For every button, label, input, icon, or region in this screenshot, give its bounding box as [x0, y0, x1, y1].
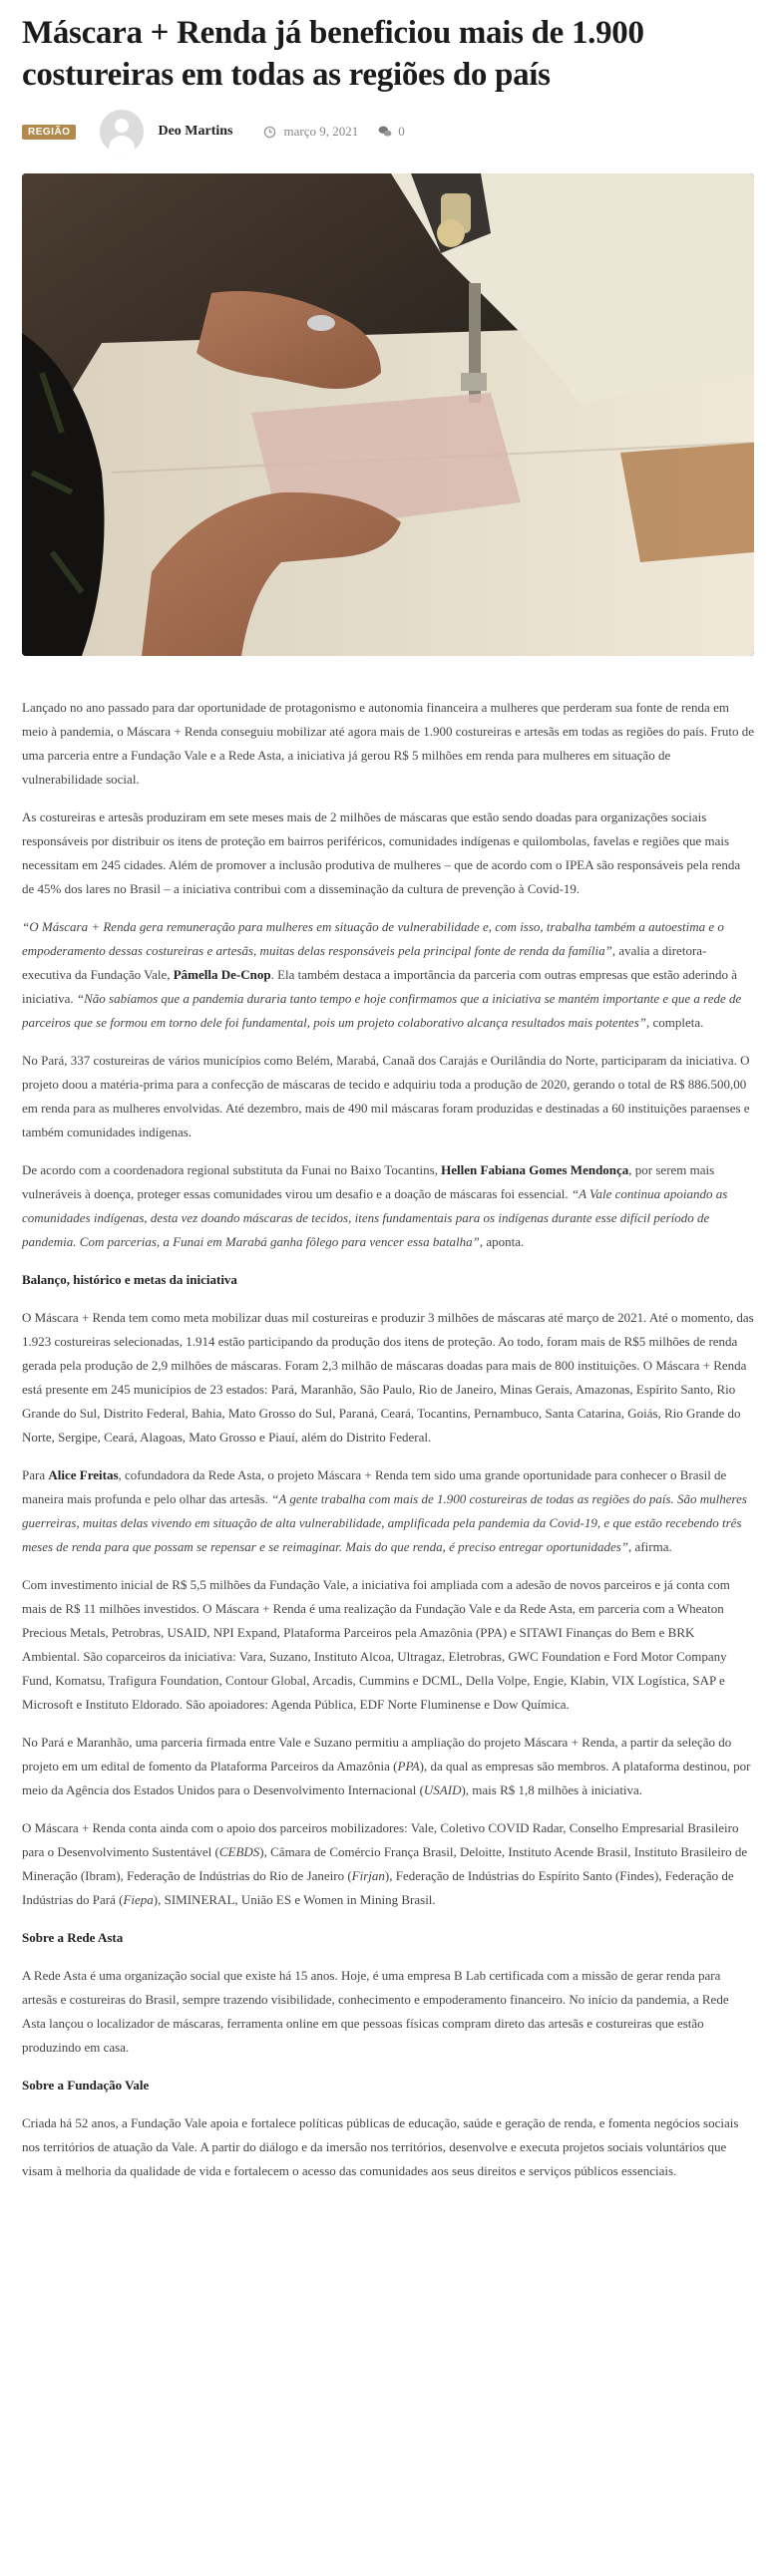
paragraph: Para Alice Freitas, cofundadora da Rede Asta, o projeto Máscara + Renda tem sido uma grande oportunidade para conhecer o Brasil de maneira mais profunda e pelo olhar das artesãs. “A gente trabalha com mais de 1.900 costureiras de todas as regiões do país. São mulheres guerreiras, muitas delas vivendo em situação de alta vulnerabilidade, amplificada pela pandemia da Covid-19, e que estão recebendo três meses de renda para que possam se repensar e se reimaginar. Mais do que renda, é preciso entregar oportunidades”, afirma. — [22, 1467, 747, 1554]
paragraph: O Máscara + Renda tem como meta mobilizar duas mil costureiras e produzir 3 milhões de máscaras até março de 2021. Até o momento, das 1.923 costureiras selecionadas, 1.914 estão participando da produção dos itens de proteção. Ao todo, foram mais de R$5 milhões de renda gerada pela produção de 2,9 milhões de máscaras. Foram 2,3 milhão de máscaras doadas para mais de 800 instituições. O Máscara + Renda está presente em 245 municípios de 23 estados: Pará, Maranhão, São Paulo, Rio de Janeiro, Minas Gerais, Amazonas, Espírito Santo, Rio Grande do Sul, Distrito Federal, Bahia, Mato Grosso do Sul, Paraná, Ceará, Tocantins, Pernambuco, Santa Catarina, Goiás, Rio Grande do Norte, Sergipe, Ceará, Alagoas, Mato Grosso e Piauí, além do Distrito Federal. — [22, 1310, 754, 1445]
paragraph: Com investimento inicial de R$ 5,5 milhões da Fundação Vale, a iniciativa foi ampliada com a adesão de novos parceiros e já conta com mais de R$ 11 milhões investidos. O Máscara + Renda é uma realização da Fundação Vale e da Rede Asta, em parceria com a Wheaton Precious Metals, Petrobras, USAID, NPI Expand, Plataforma Parceiros pela Amazônia (PPA) e SITAWI Finanças do Bem e BRK Ambiental. São coparceiros da iniciativa: Vara, Suzano, Instituto Alcoa, Ultragaz, Eletrobras, GWC Foundation e Ford Motor Company Fund, Komatsu, Trafigura Foundation, Contour Global, Arcadis, Cummins e DCML, Della Volpe, Engie, Klabin, VIX Logística, SAP e Microsoft e Instituto Eldorado. São apoiadores: Agenda Pública, EDF Norte Fluminense e Dow Química. — [22, 1577, 730, 1712]
quote: “O Máscara + Renda gera remuneração para mulheres em situação de vulnerabilidade e, com isso, trabalha também a autoestima e o empoderamento dessas costureiras e artesãs, muitas delas responsáveis pela principal fonte de renda da família” — [22, 919, 724, 958]
article-body — [22, 696, 754, 2183]
section-heading: Sobre a Rede Asta — [22, 1930, 124, 1945]
paragraph: A Rede Asta é uma organização social que existe há 15 anos. Hoje, é uma empresa B Lab certificada com a missão de gerar renda para artesãs e costureiras do Brasil, sempre trazendo visibilidade, conhecimento e empoderamento financeiro. No início da pandemia, a Rede Asta lançou o localizador de máscaras, ferramenta online em que pessoas físicas compram direto das artesãs e costureiras que estão produzindo em casa. — [22, 1968, 729, 2055]
post-meta — [22, 106, 754, 158]
quote: “A Vale continua apoiando as comunidades indígenas, desta vez doando máscaras de tecidos, itens fundamentais para os indígenas durante esse difícil período de pandemia. Com parcerias, a Funai em Marabá ganha fôlego para vencer essa batalha” — [22, 1186, 728, 1249]
featured-image — [22, 173, 754, 656]
paragraph: No Pará e Maranhão, uma parceria firmada entre Vale e Suzano permitiu a ampliação do projeto Máscara + Renda, a partir da seleção do projeto em um edital de fomento da Plataforma Parceiros da Amazônia (PPA), da qual as empresas são membros. A plataforma destinou, por meio da Agência dos Estados Unidos para o Desenvolvimento Internacional (USAID), mais R$ 1,8 milhões à iniciativa. — [22, 1735, 751, 1797]
paragraph: De acordo com a coordenadora regional substituta da Funai no Baixo Tocantins, Hellen Fabiana Gomes Mendonça, por serem mais vulneráveis à doença, proteger essas comunidades virou um desafio e a doação de máscaras foi essencial. “A Vale continua apoiando as comunidades indígenas, desta vez doando máscaras de tecidos, itens fundamentais para os indígenas durante esse difícil período de pandemia. Com parcerias, a Funai em Marabá ganha fôlego para vencer essa batalha”, aponta. — [22, 1162, 728, 1249]
paragraph: No Pará, 337 costureiras de vários municípios como Belém, Marabá, Canaã dos Carajás e Ourilândia do Norte, participaram da iniciativa. O projeto doou a matéria-prima para a confecção de máscaras de tecido e adquiriu toda a produção de 2020, gerando o total de R$ 886.500,00 em renda para as mulheres envolvidas. Até dezembro, mais de 490 mil máscaras foram produzidas e destinadas a 60 instituições paraenses e também comunidades indígenas. — [22, 1053, 750, 1139]
comments-icon — [378, 126, 392, 138]
paragraph: Lançado no ano passado para dar oportunidade de protagonismo e autonomia financeira a mulheres que perderam sua fonte de renda em meio à pandemia, o Máscara + Renda conseguiu mobilizar até agora mais de 1.900 costureiras e artesãs em todas as regiões do país. Fruto de uma parceria entre a Fundação Vale e a Rede Asta, a iniciativa já gerou R$ 5 milhões em renda para mulheres em situação de vulnerabilidade social. — [22, 700, 755, 787]
paragraph: O Máscara + Renda conta ainda com o apoio dos parceiros mobilizadores: Vale, Coletivo COVID Radar, Conselho Empresarial Brasileiro para o Desenvolvimento Sustentável (CEBDS), Câmara de Comércio França Brasil, Deloitte, Instituto Acende Brasil, Instituto Brasileiro de Mineração (Ibram), Federação de Indústrias do Rio de Janeiro (Firjan), Federação de Indústrias do Espírito Santo (Findes), Federação de Indústrias do Pará (Fiepa), SIMINERAL, União ES e Women in Mining Brasil. — [22, 1820, 748, 1907]
clock-icon — [263, 126, 276, 139]
paragraph: As costureiras e artesãs produziram em sete meses mais de 2 milhões de máscaras que estão sendo doadas para organizações sociais responsáveis por distribuir os itens de proteção em bairros periféricos, comunidades indígenas e quilombolas, favelas e regiões que mais necessitam em 245 cidades. Além de promover a inclusão produtiva de mulheres – que de acordo com o IPEA são responsáveis pela renda de 45% dos lares no Brasil – a iniciativa contribui com a disseminação da cultura de prevenção à Covid-19. — [22, 809, 741, 896]
post-date-text: março 9, 2021 — [283, 124, 359, 139]
page-title: Máscara + Renda já beneficiou mais de 1.900 costureiras em todas as regiões do país — [22, 15, 644, 93]
person-name: Alice Freitas — [48, 1467, 119, 1482]
comments-count[interactable] — [378, 124, 405, 140]
person-name: Pâmella De-Cnop — [173, 967, 271, 982]
quote: “Não sabíamos que a pandemia duraria tanto tempo e hoje confirmamos que a iniciativa se mantém importante e que a rede de parceiros que se formou em torno dele foi fundamental, pois um projeto colaborativo alcança resultados mais potentes” — [22, 991, 742, 1030]
category-badge[interactable]: REGIÃO — [22, 125, 76, 140]
section-heading: Balanço, histórico e metas da iniciativa — [22, 1272, 237, 1287]
paragraph: Criada há 52 anos, a Fundação Vale apoia e fortalece políticas públicas de educação, saúde e geração de renda, e fomenta negócios sociais nos territórios de atuação da Vale. A partir do diálogo e da imersão nos territórios, desenvolve e executa projetos sociais voluntários que visam à melhoria da qualidade de vida e fortalecem o acesso das comunidades aos seus direitos e serviços públicos essenciais. — [22, 2115, 739, 2178]
author-name[interactable]: Deo Martins — [158, 124, 233, 139]
post-date — [263, 124, 359, 140]
sewing-machine-photo — [22, 173, 754, 656]
section-heading: Sobre a Fundação Vale — [22, 2078, 150, 2093]
quote: “A gente trabalha com mais de 1.900 costureiras de todas as regiões do país. São mulheres guerreiras, muitas delas vivendo em situação de alta vulnerabilidade, amplificada pela pandemia da Covid-19, e que estão recebendo três meses de renda para que possam se repensar e se reimaginar. Mais do que renda, é preciso entregar oportunidades” — [22, 1491, 747, 1554]
paragraph: “O Máscara + Renda gera remuneração para mulheres em situação de vulnerabilidade e, com isso, trabalha também a autoestima e o empoderamento dessas costureiras e artesãs, muitas delas responsáveis pela principal fonte de renda da família”, avalia a diretora-executiva da Fundação Vale, Pâmella De-Cnop. Ela também destaca a importância da parceria com outras empresas que estão aderindo à iniciativa. “Não sabíamos que a pandemia duraria tanto tempo e hoje confirmamos que a iniciativa se mantém importante e que a rede de parceiros que se formou em torno dele foi fundamental, pois um projeto colaborativo alcança resultados mais potentes”, completa. — [22, 919, 742, 1030]
author-avatar[interactable] — [100, 110, 144, 154]
comments-count-text: 0 — [398, 124, 405, 139]
person-name: Hellen Fabiana Gomes Mendonça — [441, 1162, 629, 1177]
